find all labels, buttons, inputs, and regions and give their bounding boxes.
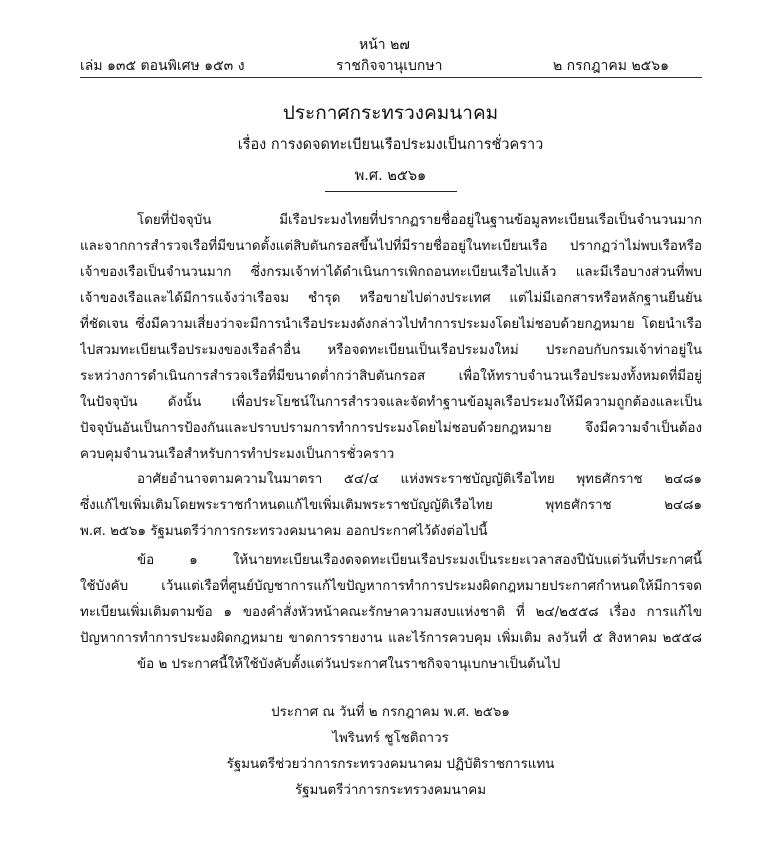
para1-line: ที่ชัดเจน ซึ่งมีความเสี่ยงว่าจะมีการนำเรือประมงดังกล่าวไปทำการประมงโดยไม่ชอบด้วยกฎหมาย โดยนำเรือ — [80, 317, 702, 332]
para2-line: ซึ่งแก้ไขเพิ่มเติมโดยพระราชกำหนดแก้ไขเพิ่มเติมพระราชบัญญัติเรือไทย พุทธศักราช ๒๔๘๑ — [80, 498, 702, 513]
volume-info: เล่ม ๑๓๕ ตอนพิเศษ ๑๕๓ ง — [80, 58, 245, 74]
signatory-name: ไพรินทร์ ชูโชติถาวร — [332, 731, 449, 746]
gazette-name: ราชกิจจานุเบกษา — [336, 58, 443, 74]
para1-line: ในปัจจุบัน ดังนั้น เพื่อประโยชน์ในการสำรวจและจัดทำฐานข้อมูลเรือประมงให้มีความถูกต้องและเป็น — [80, 395, 702, 410]
announcement-subject: เรื่อง การงดจดทะเบียนเรือประมงเป็นการชั่วคราว — [237, 137, 544, 153]
signatory-position-acting: รัฐมนตรีว่าการกระทรวงคมนาคม — [294, 783, 487, 798]
clause1-line: ปัญหาการทำการประมงผิดกฎหมาย ขาดการรายงาน และไร้การควบคุม เพิ่มเติม ลงวันที่ ๕ สิงหาคม ๒๕๕๘ — [80, 631, 702, 646]
para1-line: และจากการสำรวจเรือที่มีขนาดตั้งแต่สิบตันกรอสขึ้นไปที่มีรายชื่ออยู่ในทะเบียนเรือ ปรากฏว่าไม่พบเรือหรือ — [80, 239, 702, 254]
para1-line: ระหว่างการดำเนินการสำรวจเรือที่มีขนาดต่ำกว่าสิบตันกรอส เพื่อให้ทราบจำนวนเรือประมงทั้งหมดที่มีอยู่ — [80, 369, 702, 384]
clause1-line: ใช้บังคับ เว้นแต่เรือที่ศูนย์บัญชาการแก้ไขปัญหาการทำการประมงผิดกฎหมายประกาศกำหนดให้มีการจด — [80, 579, 702, 594]
signatory-position: รัฐมนตรีช่วยว่าการกระทรวงคมนาคม ปฏิบัติราชการแทน — [226, 757, 555, 772]
clause2-line: ข้อ ๒ ประกาศนี้ให้ใช้บังคับตั้งแต่วันประกาศในราชกิจจานุเบกษาเป็นต้นไป — [137, 657, 561, 672]
para1-line: เจ้าของเรือและได้มีการแจ้งว่าเรือจม ชำรุด หรือขายไปต่างประเทศ แต่ไม่มีเอกสารหรือหลักฐานยืนยัน — [80, 291, 702, 306]
issue-date: ๒ กรกฎาคม ๒๕๖๑ — [553, 58, 670, 74]
clause1-line: ทะเบียนเพิ่มเติมตามข้อ ๑ ของคำสั่งหัวหน้าคณะรักษาความสงบแห่งชาติ ที่ ๒๔/๒๕๕๘ เรื่อง การแก้ไข — [80, 605, 702, 620]
para1-line: เจ้าของเรือเป็นจำนวนมาก ซึ่งกรมเจ้าท่าได้ดำเนินการเพิกถอนทะเบียนเรือไปแล้ว และมีเรือบางส่วนที่พบ — [80, 265, 702, 280]
para2-line: อาศัยอำนาจตามความในมาตรา ๕๔/๔ แห่งพระราชบัญญัติเรือไทย พุทธศักราช ๒๔๘๑ — [137, 472, 702, 487]
para1-line: ไปสวมทะเบียนเรือประมงของเรือลำอื่น หรือจดทะเบียนเป็นเรือประมงใหม่ ประกอบกับกรมเจ้าท่าอยู่ใน — [80, 343, 702, 358]
page-number: หน้า ๒๗ — [359, 37, 410, 53]
clause1-line: ข้อ ๑ ให้นายทะเบียนเรืองดจดทะเบียนเรือประมงเป็นระยะเวลาสองปีนับแต่วันที่ประกาศนี้ — [137, 553, 702, 568]
header-rule — [80, 77, 702, 78]
announcement-title: ประกาศกระทรวงคมนาคม — [282, 102, 499, 124]
announcement-year: พ.ศ. ๒๕๖๑ — [354, 168, 427, 184]
announcement-date: ประกาศ ณ วันที่ ๒ กรกฎาคม พ.ศ. ๒๕๖๑ — [271, 705, 510, 720]
para1-line: โดยที่ปัจจุบัน มีเรือประมงไทยที่ปรากฏรายชื่ออยู่ในฐานข้อมูลทะเบียนเรือเป็นจำนวนมาก — [137, 213, 702, 228]
title-rule — [325, 191, 457, 192]
para2-line: พ.ศ. ๒๕๖๑ รัฐมนตรีว่าการกระทรวงคมนาคม ออกประกาศไว้ดังต่อไปนี้ — [80, 524, 488, 539]
para1-line: ควบคุมจำนวนเรือสำหรับการทำประมงเป็นการชั่วคราว — [80, 447, 395, 462]
para1-line: ปัจจุบันอันเป็นการป้องกันและปราบปรามการทำการประมงโดยไม่ชอบด้วยกฎหมาย จึงมีความจำเป็นต้อง — [80, 421, 702, 436]
